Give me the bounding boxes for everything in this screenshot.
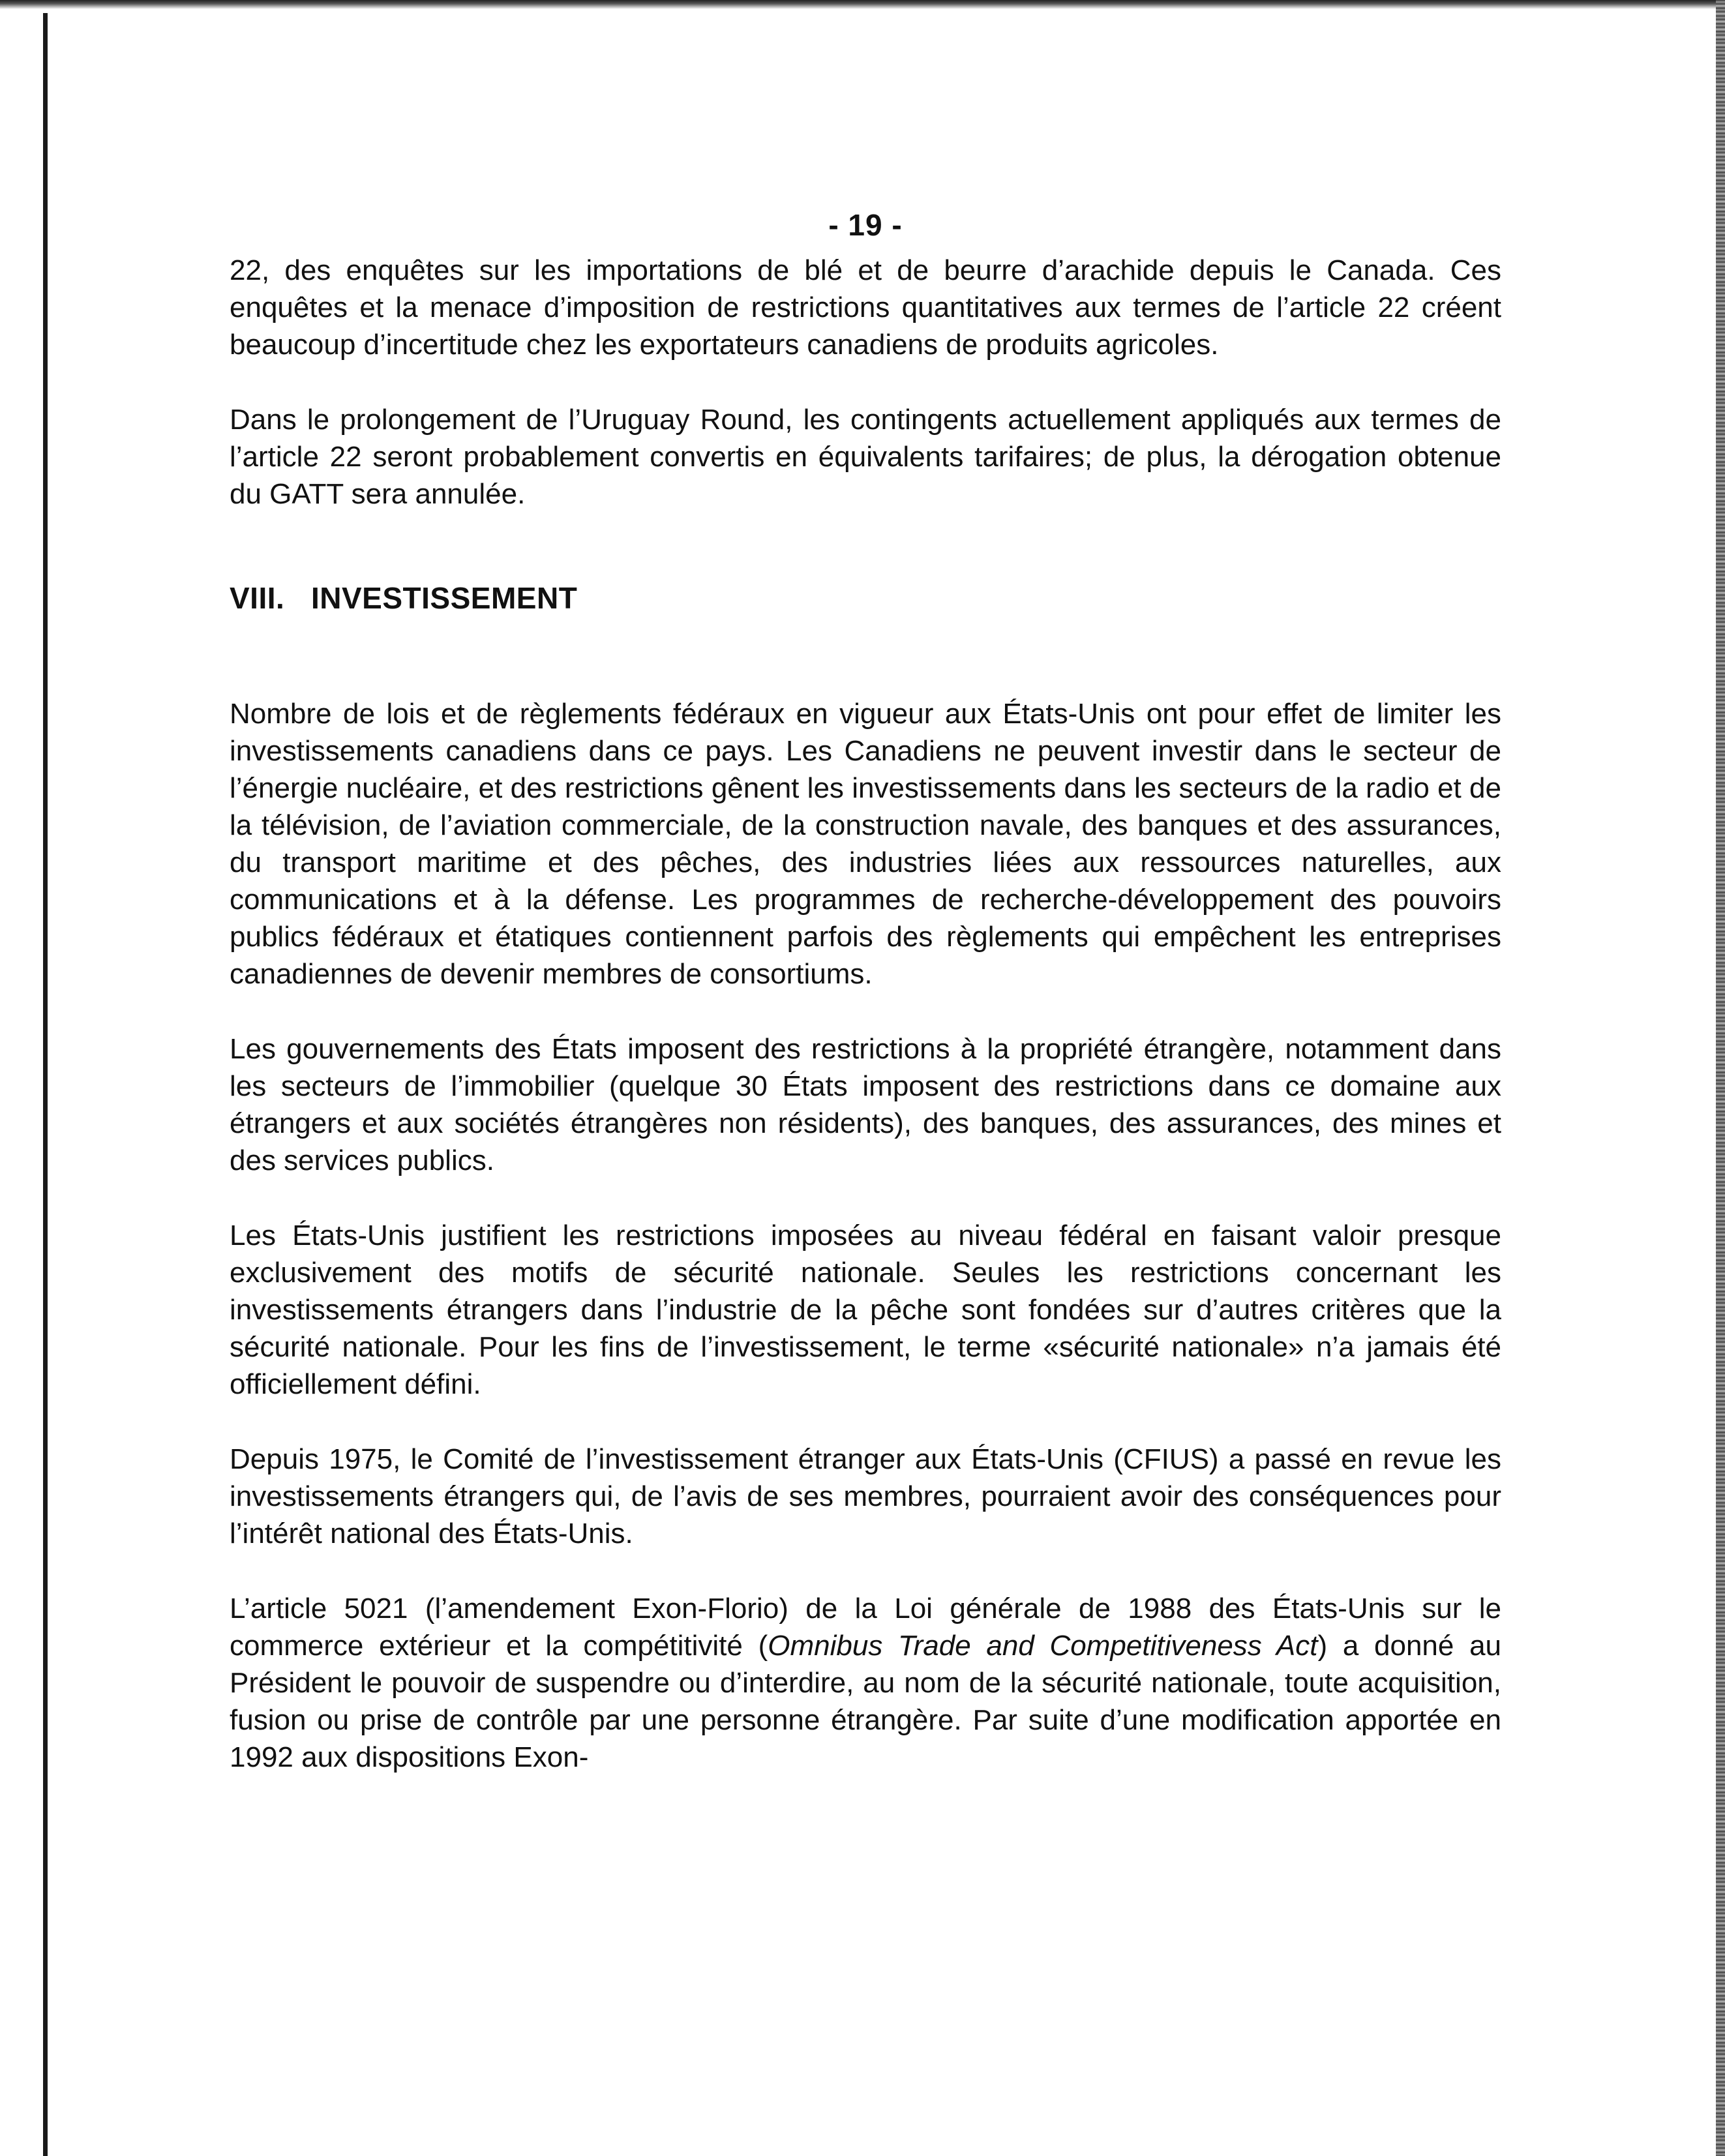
scan-edge-left [43,13,48,2156]
scan-edge-top [0,0,1725,9]
exon-florio-text-end: ) a donné au Président le pouvoir de suspendre ou d’interdire, au nom de la sécurité nationale, toute acquisition, fusion ou prise de contrôle par une personne étrangère. Par suite d’une modification apportée en 1992 aux dispositions Exon- [230,1630,1502,1773]
paragraph-cfius: Depuis 1975, le Comité de l’investissement étranger aux États-Unis (CFIUS) a passé en revue les investissements étrangers qui, de l’avis de ses membres, pourraient avoir des conséquences pour l’intérêt national des États-Unis. [230,1443,1501,1550]
paragraph-uruguay-round: Dans le prolongement de l’Uruguay Round, les contingents actuellement appliqués aux termes de l’article 22 seront probablement convertis en équivalents tarifaires; de plus, la dérogation obtenue du GATT sera annulée. [230,404,1501,510]
paragraph-exon-florio [230,1590,1501,1776]
section-title: INVESTISSEMENT [311,581,578,615]
section-heading [230,580,1501,616]
paragraph-federal-laws: Nombre de lois et de règlements fédéraux en vigueur aux États-Unis ont pour effet de limiter les investissements canadiens dans ce pays. Les Canadiens ne peuvent investir dans le secteur de l’énergie nucléaire, et des restrictions gênent les investissements dans les secteurs de la radio et de la télévision, de l’aviation commerciale, de la construction navale, des banques et des assurances, du transport maritime et des pêches, des industries liées aux ressources naturelles, aux communications et à la défense. Les programmes de recherche-développement des pouvoirs publics fédéraux et étatiques contiennent parfois des règlements qui empêchent les entreprises canadiennes de devenir membres de consortiums. [230,698,1501,990]
paragraph-national-security: Les États-Unis justifient les restrictions imposées au niveau fédéral en faisant valoir presque exclusivement des motifs de sécurité nationale. Seules les restrictions concernant les investissements étrangers dans l’industrie de la pêche sont fondées sur d’autres critères que la sécurité nationale. Pour les fins de l’investissement, le terme «sécurité nationale» n’a jamais été officiellement défini. [230,1220,1501,1400]
section-number: VIII. [230,581,285,615]
document-page [230,207,1501,1814]
paragraph-state-restrictions: Les gouvernements des États imposent des restrictions à la propriété étrangère, notamment dans les secteurs de l’immobilier (quelque 30 États imposent des restrictions dans ce domaine aux étrangers et aux sociétés étrangères non résidents), des banques, des assurances, des mines et des services publics. [230,1033,1501,1176]
paragraph-agricultural-inquiries: 22, des enquêtes sur les importations de blé et de beurre d’arachide depuis le Canada. Ces enquêtes et la menace d’imposition de restrictions quantitatives aux termes de l’article 22 créent beaucoup d’incertitude chez les exportateurs canadiens de produits agricoles. [230,254,1501,361]
page-number: - 19 - [828,208,903,242]
act-title-italic: Omnibus Trade and Competitiveness Act [768,1630,1318,1662]
scan-edge-right [1716,0,1725,2156]
exon-florio-text-start: L’article 5021 (l’amendement Exon-Florio) de la Loi générale de 1988 des États-Unis sur le commerce extérieur et la compétitivité ( [230,1593,1501,1662]
